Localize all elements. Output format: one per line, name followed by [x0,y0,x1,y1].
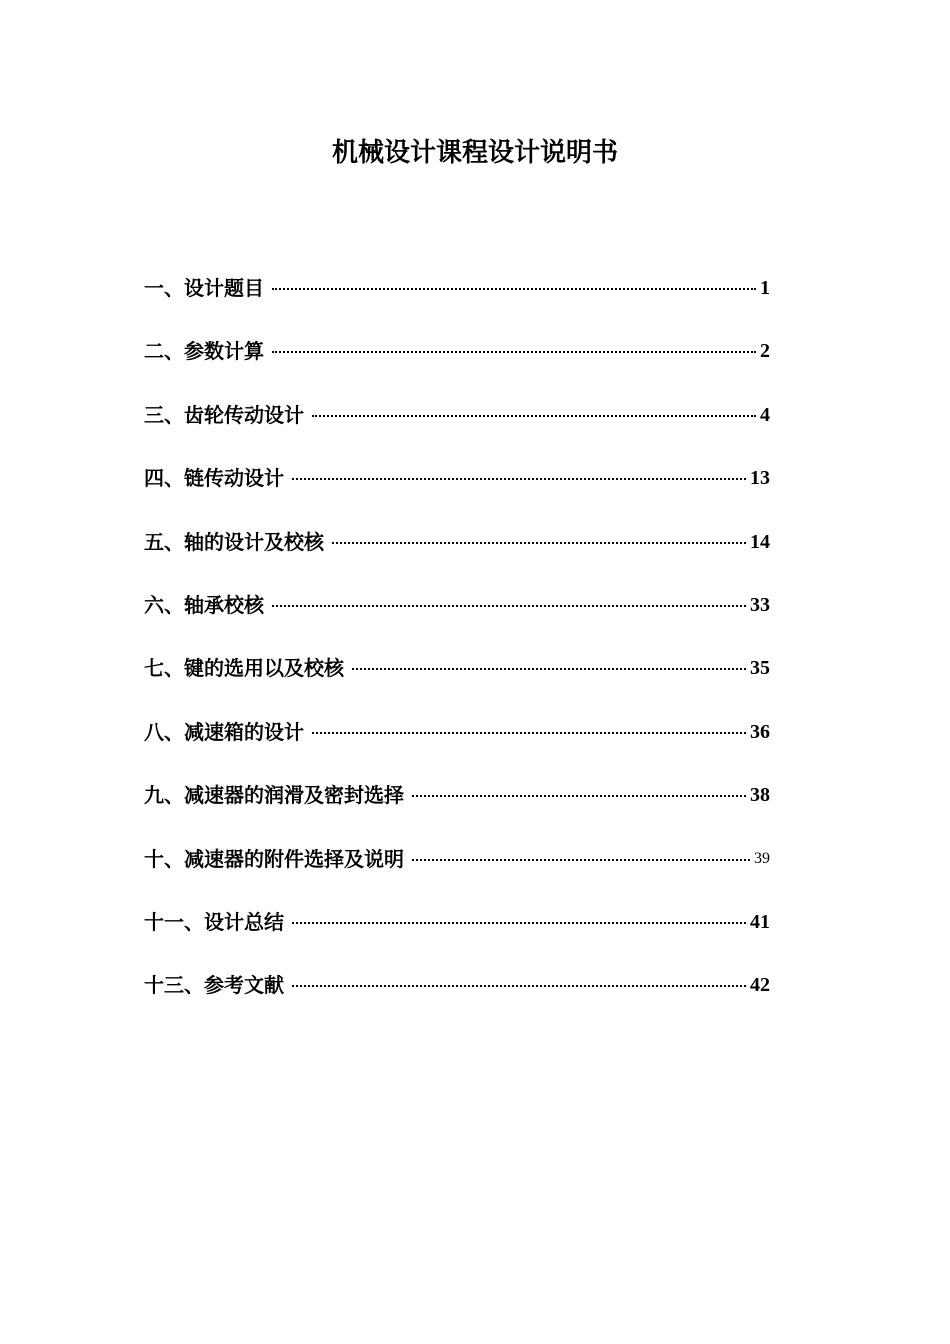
toc-entry[interactable] [144,522,770,585]
toc-entry[interactable] [144,458,770,521]
toc-dot-leader [292,985,746,987]
toc-entry[interactable] [144,648,770,711]
toc-entry-label: 二、参数计算 [144,339,264,364]
toc-dot-leader [272,351,756,353]
toc-dot-leader [352,668,746,670]
toc-entry-label: 八、减速箱的设计 [144,719,304,744]
document-title: 机械设计课程设计说明书 [331,138,618,168]
toc-dot-leader [312,732,746,734]
toc-entry-label: 六、轴承校核 [144,592,264,617]
toc-entry-page: 35 [750,657,770,680]
toc-entry-page: 36 [750,720,770,743]
toc-entry[interactable] [144,839,770,902]
toc-dot-leader [292,478,746,480]
toc-dot-leader [412,795,746,797]
toc-entry-label: 三、齿轮传动设计 [144,402,304,427]
toc-entry[interactable] [144,712,770,775]
toc-entry-label: 一、设计题目 [144,276,264,300]
toc-entry[interactable] [144,965,770,1028]
toc-entry[interactable] [144,585,770,648]
toc-entry[interactable] [144,268,770,331]
toc-dot-leader [332,542,746,544]
toc-entry-page: 39 [754,849,770,867]
toc-entry-label: 十、减速器的附件选择及说明 [144,846,404,871]
toc-entry-page: 42 [750,974,770,997]
toc-entry-page: 38 [750,784,770,807]
toc-entry-label: 七、键的选用以及校核 [144,656,344,681]
toc-entry-label: 四、链传动设计 [144,466,284,491]
toc-dot-leader [412,859,750,861]
toc-entry[interactable] [144,775,770,838]
toc-entry-page: 13 [750,467,770,490]
toc-entry[interactable] [144,331,770,394]
toc-dot-leader [272,288,756,290]
table-of-contents [144,268,770,1029]
toc-entry[interactable] [144,902,770,965]
toc-entry-page: 33 [750,593,770,616]
toc-entry-page: 4 [760,403,770,426]
toc-entry-label: 十一、设计总结 [144,909,284,934]
toc-entry-label: 九、减速器的润滑及密封选择 [144,783,404,808]
toc-entry-label: 五、轴的设计及校核 [144,529,324,554]
toc-entry-page: 41 [750,910,770,933]
toc-entry-page: 2 [760,340,770,363]
toc-dot-leader [312,415,756,417]
toc-dot-leader [272,605,746,607]
toc-entry-page: 1 [760,277,770,299]
toc-entry[interactable] [144,395,770,458]
toc-entry-label: 十三、参考文献 [144,973,284,998]
toc-dot-leader [292,922,746,924]
toc-entry-page: 14 [750,530,770,553]
